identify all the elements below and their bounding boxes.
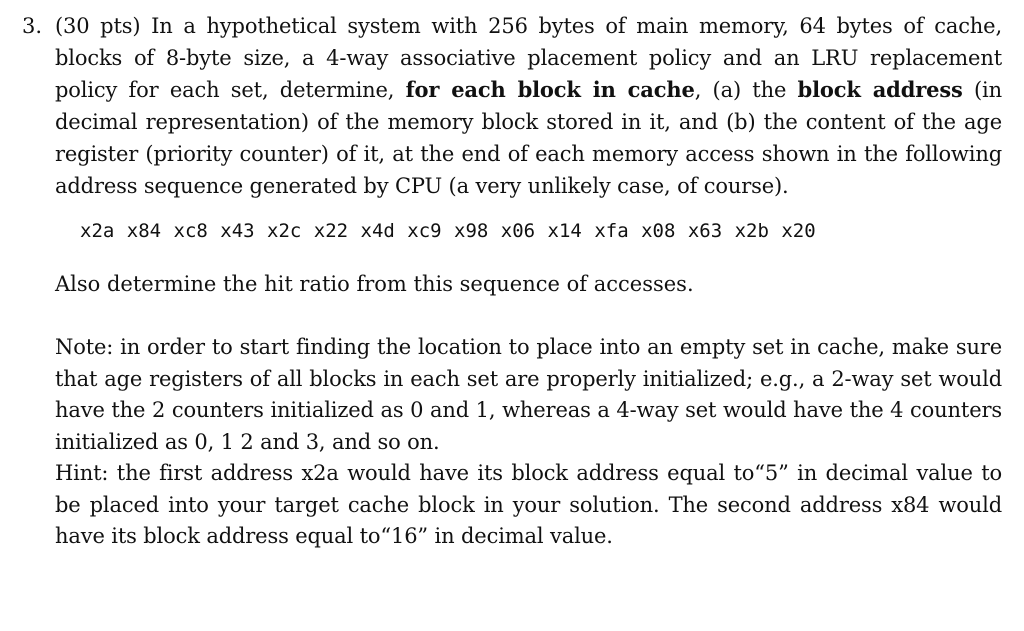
- note-paragraph: Note: in order to start finding the location to place into an empty set in cache, make sure that age registers of all blocks in each set are properly initialized; e.g., a 2-way set would have the 2 counters initialized as 0 and 1, whereas a 4-way set would have the 4 counters initialized as 0, 1 2 and 3, and so on.: [55, 335, 1002, 454]
- problem-3: [22, 10, 1002, 553]
- hint-paragraph: Hint: the first address x2a would have its block address equal to“5” in decimal value to be placed into your target cache block in your solution. The second address x84 would have its block address equal to“16” in decimal value.: [55, 461, 1002, 548]
- hit-ratio-question: Also determine the hit ratio from this sequence of accesses.: [55, 272, 694, 296]
- address-sequence: x2a x84 xc8 x43 x2c x22 x4d xc9 x98 x06 x14 xfa x08 x63 x2b x20: [80, 220, 816, 242]
- statement-bold-each-block: for each block in cache: [405, 77, 695, 102]
- problem-number: 3.: [22, 14, 43, 38]
- statement-part-1: (30 pts) In a hypothetical system with 256 bytes of main memory, 64 bytes of cache, blocks of 8-byte size, a 4-way associative placement policy and an LRU replacement policy for each set, determine,: [55, 14, 1002, 102]
- paragraph-gap: [22, 300, 1002, 332]
- statement-bold-block-address: block address: [797, 77, 963, 102]
- statement-part-2: , (a) the: [694, 78, 798, 102]
- statement-part-3: (in decimal representation) of the memory block stored in it, and (b) the content of the age register (priority counter) of it, at the end of each memory access shown in the following address sequence generated by CPU (a very unlikely case, of course).: [55, 78, 1003, 198]
- problem-statement: [55, 10, 1002, 202]
